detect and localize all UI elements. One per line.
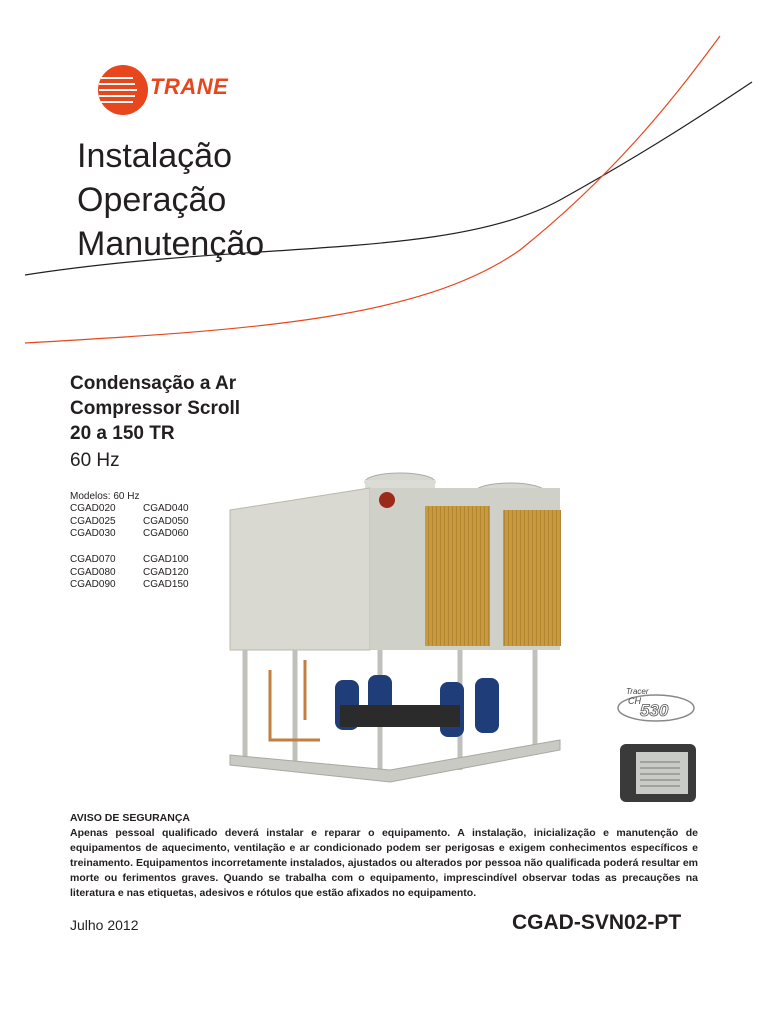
model-item: CGAD120 [143,566,189,578]
chiller-unit-image [220,470,570,790]
title-line-2: Operação [77,181,227,219]
publication-date: Julho 2012 [70,917,139,933]
model-item: CGAD030 [70,528,116,539]
models-group2-right [143,554,189,592]
models-group1-left [70,503,116,541]
safety-text: Apenas pessoal qualificado deverá instalar e reparar o equipamento. A instalação, inicialização e manutenção de equipamentos de aquecimento, ventilação e ar condicionado podem ser perigosas e exigem conhecimentos específicos e treinamento. Equipamentos incorretamente instalados, ajustados ou alterados por pessoa não qualificada poderá resultar em morte ou ferimentos graves. Quando se trabalha com o equipamento, imprescindível observar todas as precauções na literatura e nas etiquetas, adesivos e rótulos que estão afixados no equipamento. [70,827,698,899]
brand-name: TRANE [150,74,229,99]
tracer-ch530-logo-icon [608,682,698,728]
model-item: CGAD050 [143,515,189,527]
model-item: CGAD080 [70,566,116,578]
product-frequency: 60 Hz [70,450,120,471]
svg-text:530: 530 [640,701,669,720]
model-item: CGAD020 [70,503,116,514]
model-item: CGAD100 [143,554,189,565]
product-line-2: Compressor Scroll [70,398,240,419]
document-code: CGAD-SVN02-PT [512,911,682,934]
svg-text:Tracer: Tracer [626,687,649,696]
title-line-3: Manutenção [77,225,265,263]
models-group2-left [70,554,116,592]
model-item: CGAD040 [143,503,189,514]
models-label: Modelos: 60 Hz [70,491,140,502]
product-line-1: Condensação a Ar [70,373,237,394]
controller-display-image [618,742,698,804]
models-group1-right [143,503,189,541]
model-item: CGAD090 [70,579,116,590]
title-line-1: Instalação [77,137,232,175]
svg-text:CH: CH [628,696,641,706]
product-capacity: 20 a 150 TR [70,423,175,444]
model-item: CGAD025 [70,515,116,527]
model-item: CGAD070 [70,554,116,565]
model-item: CGAD150 [143,579,189,590]
safety-title: AVISO DE SEGURANÇA [70,812,190,824]
model-item: CGAD060 [143,528,189,539]
